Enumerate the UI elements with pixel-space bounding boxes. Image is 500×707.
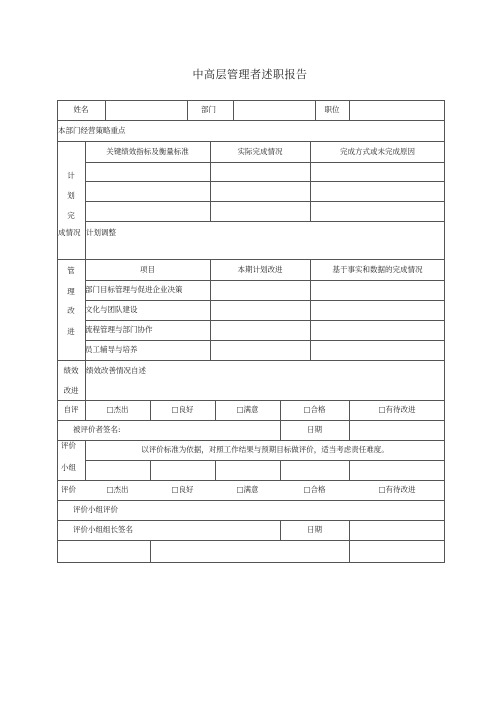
col-line <box>280 460 281 481</box>
self-option-satisfied[interactable]: □满意 <box>236 405 259 414</box>
row-line <box>85 221 445 222</box>
page-title: 中高层管理者述职报告 <box>192 68 308 81</box>
row-line <box>85 201 445 202</box>
row-line <box>57 480 445 481</box>
group-option-satisfied[interactable]: □满意 <box>236 485 259 494</box>
row-line <box>57 400 445 401</box>
row-line <box>57 500 445 501</box>
col-line <box>349 420 350 441</box>
group-option-excellent[interactable]: □杰出 <box>106 485 129 494</box>
group-option-qualified[interactable]: □合格 <box>303 485 326 494</box>
signer-label: 被评价者签名: <box>73 425 121 434</box>
row-line <box>57 440 445 441</box>
row-line <box>57 540 445 541</box>
row-line <box>57 520 445 521</box>
row-line <box>85 162 445 163</box>
row-line <box>85 181 445 182</box>
name-label: 姓名 <box>73 105 89 114</box>
group-side-label: 评价 <box>61 441 76 450</box>
col-line <box>349 100 350 121</box>
col-line <box>215 460 216 481</box>
group-side-label: 评价 <box>61 485 76 494</box>
strategy-label: 本部门经营策略重点 <box>58 126 126 135</box>
plan-adjust-label: 计划调整 <box>86 228 116 237</box>
self-option-qualified[interactable]: □合格 <box>303 405 326 414</box>
mgmt-item: 文化与团队建设 <box>85 305 138 314</box>
col-item-header: 项目 <box>140 265 155 274</box>
mgmt-side-label: 管 <box>67 266 75 275</box>
col-line <box>150 540 151 563</box>
self-option-good[interactable]: □良好 <box>171 405 194 414</box>
row-line <box>85 280 445 281</box>
col-actual-header: 实际完成情况 <box>237 147 283 156</box>
group-date-label: 日期 <box>307 525 322 534</box>
plan-side-label: 划 <box>67 191 75 200</box>
row-line <box>57 259 445 260</box>
mgmt-side-label: 进 <box>67 327 75 336</box>
mgmt-item: 部门目标管理与促进企业决策 <box>85 285 183 294</box>
perf-desc: 绩效改善情况自述 <box>86 366 146 375</box>
report-form-table <box>57 100 445 563</box>
col-kpi-header: 关键绩效指标及衡量标准 <box>106 147 189 156</box>
col-reason-header: 完成方式或未完成原因 <box>340 147 415 156</box>
self-option-needs-improvement[interactable]: □有待改进 <box>378 405 416 414</box>
col-line <box>233 100 234 121</box>
perf-side-label: 改进 <box>63 386 79 395</box>
mgmt-side-label: 改 <box>67 306 75 315</box>
self-option-excellent[interactable]: □杰出 <box>106 405 129 414</box>
perf-side-label: 绩效 <box>63 366 79 375</box>
leader-sign-label: 评价小组组长签名 <box>73 525 133 534</box>
row-line <box>57 360 445 361</box>
group-note: 以评价标准为依据，对照工作结果与预期目标做评价，适当考虑责任难度。 <box>141 445 389 454</box>
row-line <box>85 320 445 321</box>
dept-label: 部门 <box>201 105 216 114</box>
col-line <box>349 520 350 541</box>
self-eval-label: 自评 <box>63 405 79 414</box>
row-line <box>57 120 445 121</box>
col-result-header: 基于事实和数据的完成情况 <box>332 265 423 274</box>
row-line <box>85 460 445 461</box>
position-label: 职位 <box>324 105 340 114</box>
row-line <box>57 562 445 563</box>
row-line <box>57 100 445 101</box>
self-date-label: 日期 <box>307 425 322 434</box>
row-line <box>57 420 445 421</box>
col-line <box>349 540 350 563</box>
group-side-label: 小组 <box>61 463 76 472</box>
group-option-good[interactable]: □良好 <box>171 485 194 494</box>
col-line <box>187 100 188 121</box>
col-line <box>150 460 151 481</box>
plan-side-label: 计 <box>67 171 75 180</box>
mgmt-item: 员工辅导与培养 <box>85 345 138 354</box>
col-line <box>105 100 106 121</box>
mgmt-item: 流程管理与部门协作 <box>85 325 153 334</box>
col-plan-header: 本期计划改进 <box>237 265 283 274</box>
plan-side-label: 完 <box>67 211 75 220</box>
row-line <box>85 340 445 341</box>
row-line <box>57 141 445 142</box>
plan-side-label: 成情况 <box>58 228 81 237</box>
group-eval-label: 评价小组评价 <box>73 505 118 514</box>
group-option-needs-improvement[interactable]: □有待改进 <box>378 485 416 494</box>
col-line <box>349 460 350 481</box>
row-line <box>85 300 445 301</box>
mgmt-side-label: 理 <box>67 287 75 296</box>
